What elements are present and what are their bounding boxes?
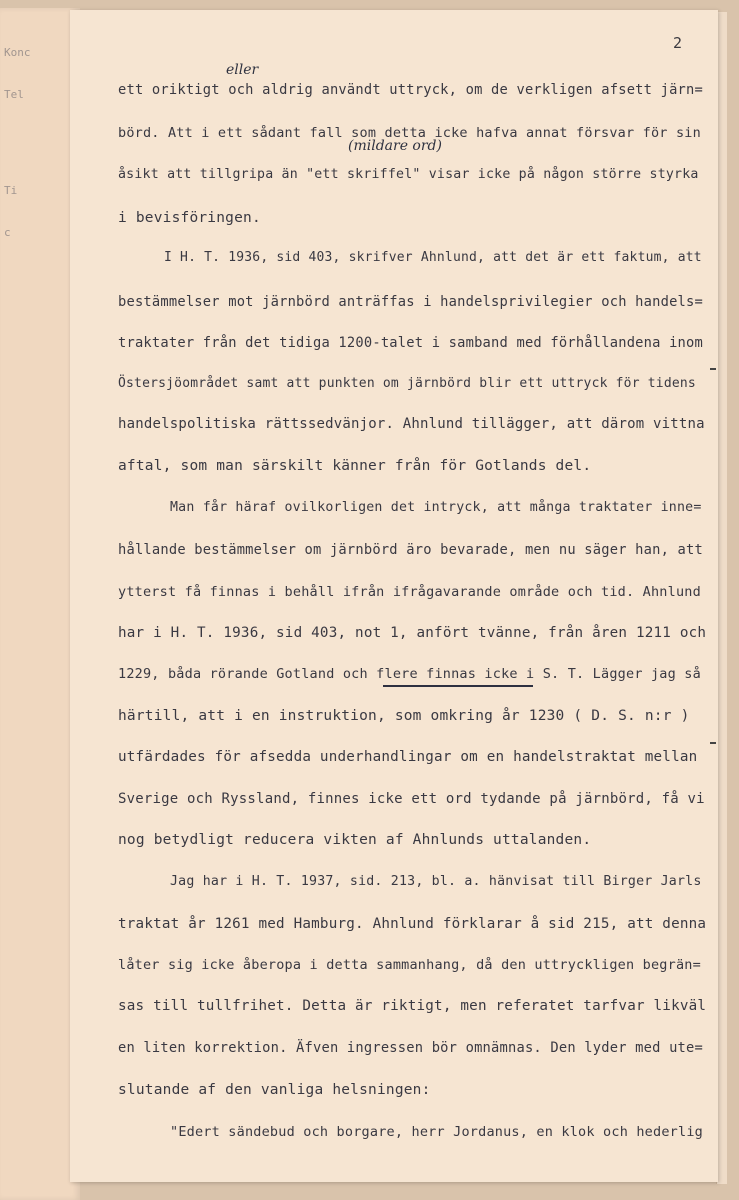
handwritten-annotation: (mildare ord) xyxy=(348,138,442,154)
text-line: utfärdades för afsedda underhandlingar om en handelstraktat mellan xyxy=(118,749,698,765)
text-line: åsikt att tillgripa än "ett skriffel" visar icke på någon större styrka xyxy=(118,167,699,182)
text-line: Sverige och Ryssland, finnes icke ett ord tydande på järnbörd, få vi xyxy=(118,791,705,807)
text-line: börd. Att i ett sådant fall som detta icke hafva annat försvar för sin xyxy=(118,125,701,141)
text-line: I H. T. 1936, sid 403, skrifver Ahnlund, att det är ett faktum, att xyxy=(164,250,702,265)
handwritten-insertion: eller xyxy=(226,62,259,78)
text-line: låter sig icke åberopa i detta sammanhang, då den uttryckligen begrän= xyxy=(118,957,701,973)
text-line: har i H. T. 1936, sid 403, not 1, anfört tvänne, från åren 1211 och xyxy=(118,625,707,641)
page-number: 2 xyxy=(672,34,682,52)
text-line: Östersjöområdet samt att punkten om järnbörd blir ett uttryck för tidens xyxy=(118,376,696,391)
text-line: handelspolitiska rättssedvänjor. Ahnlund tillägger, att därom vittna xyxy=(118,416,705,432)
text-line: "Edert sändebud och borgare, herr Jordanus, en klok och hederlig xyxy=(170,1124,703,1140)
typed-page xyxy=(70,10,718,1182)
text-line: sas till tullfrihet. Detta är riktigt, men referatet tarfvar likväl xyxy=(118,998,707,1014)
text-line: aftal, som man särskilt känner från för Gotlands del. xyxy=(118,458,592,474)
margin-fragment: Tel xyxy=(4,88,24,101)
text-line: traktater från det tidiga 1200-talet i samband med förhållandena inom xyxy=(118,335,703,351)
text-line: ytterst få finnas i behåll ifrån ifrågavarande område och tid. Ahnlund xyxy=(118,584,701,600)
text-line: traktat år 1261 med Hamburg. Ahnlund förklarar å sid 215, att denna xyxy=(118,916,707,932)
margin-tick xyxy=(710,742,716,744)
margin-fragment: Konc xyxy=(4,46,31,59)
text-line: bestämmelser mot järnbörd anträffas i handelsprivilegier och handels= xyxy=(118,294,703,310)
text-line: i bevisföringen. xyxy=(118,210,261,226)
text-line: nog betydligt reducera vikten af Ahnlunds uttalanden. xyxy=(118,832,592,848)
underlying-page xyxy=(0,8,80,1200)
text-line: ett oriktigt och aldrig användt uttryck, om de verkligen afsett järn= xyxy=(118,82,703,98)
text-line: Man får häraf ovilkorligen det intryck, att många traktater inne= xyxy=(170,500,702,515)
text-line: slutande af den vanliga helsningen: xyxy=(118,1082,431,1098)
text-line: 1229, båda rörande Gotland och flere finnas icke i S. T. Lägger jag så xyxy=(118,666,701,682)
text-line: en liten korrektion. Äfven ingressen bör omnämnas. Den lyder med ute= xyxy=(118,1040,703,1056)
margin-fragment: Ti xyxy=(4,184,18,197)
text-line: härtill, att i en instruktion, som omkring år 1230 ( D. S. n:r ) xyxy=(118,708,690,724)
handwritten-underline xyxy=(383,685,533,687)
text-line: hållande bestämmelser om järnbörd äro bevarade, men nu säger han, att xyxy=(118,542,703,558)
margin-fragment: c xyxy=(4,226,11,239)
text-line: Jag har i H. T. 1937, sid. 213, bl. a. hänvisat till Birger Jarls xyxy=(170,874,702,889)
margin-tick xyxy=(710,368,716,370)
